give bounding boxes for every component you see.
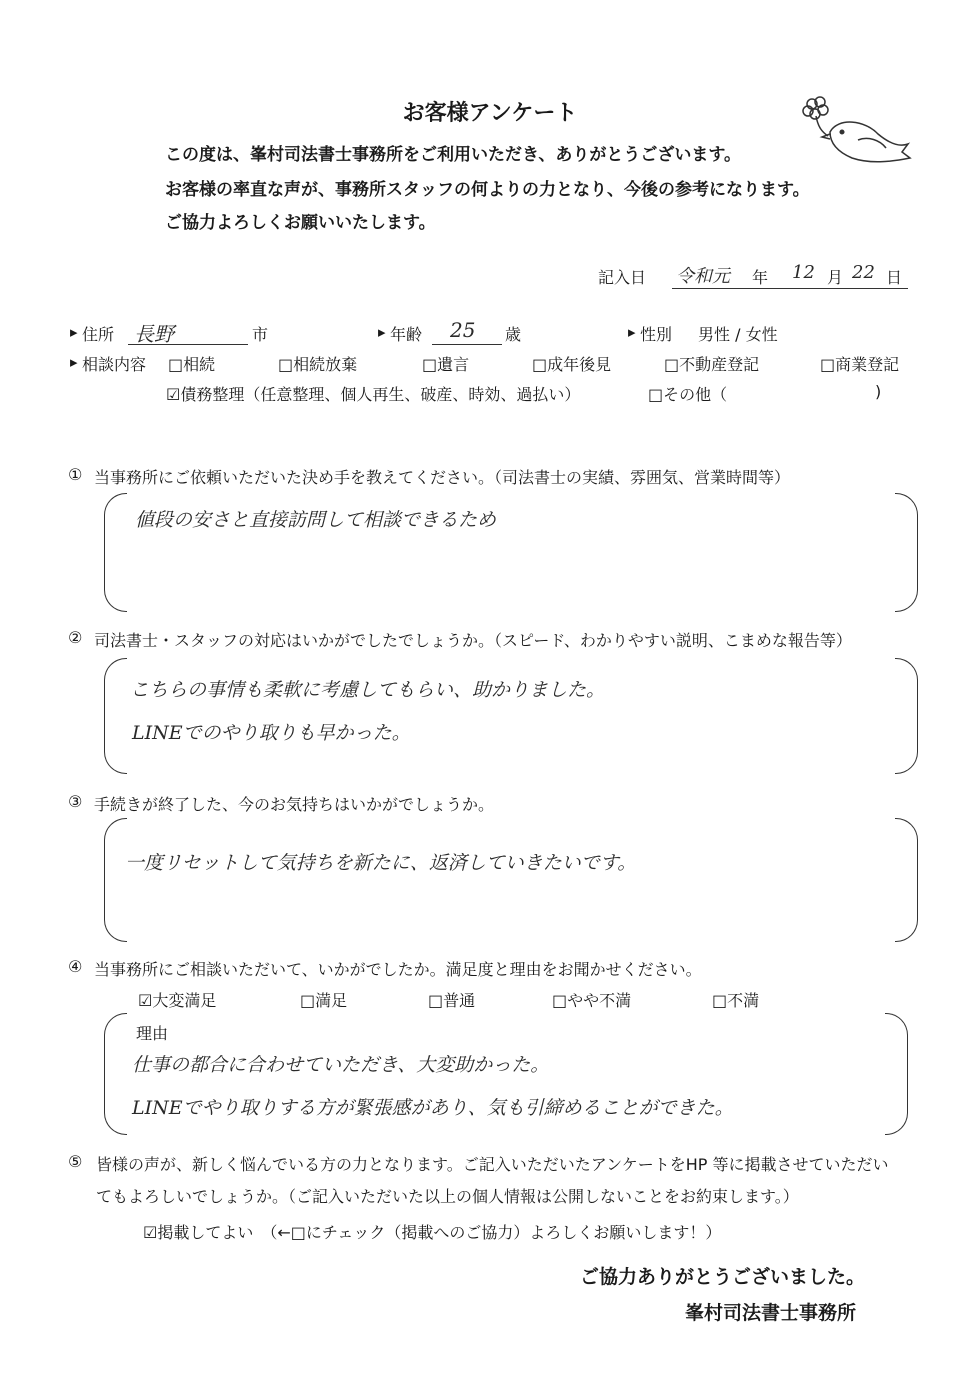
age-unit: 歳 — [505, 325, 522, 344]
consultation-other-close: ) — [875, 382, 882, 401]
date-day-unit: 日 — [886, 268, 903, 287]
consultation-option-other[interactable]: □その他（ — [648, 385, 728, 404]
rating-satisfied[interactable]: □満足 — [300, 991, 348, 1010]
address-value: 長野 — [134, 322, 174, 346]
address-label: 住所 — [82, 325, 115, 344]
q5-consent-checkbox[interactable]: ☑掲載してよい （←□にチェック（掲載へのご協力）よろしくお願いします！） — [143, 1223, 722, 1242]
intro-line-1: この度は、峯村司法書士事務所をご利用いただき、ありがとうございます。 — [165, 145, 741, 165]
q2-text: 司法書士・スタッフの対応はいかがでしたでしょうか。（スピード、わかりやすい説明、こまめな報告等） — [94, 631, 852, 650]
footer-thanks: ご協力ありがとうございました。 — [580, 1266, 866, 1288]
q4-answer-line-2: LINEでやり取りする方が緊張感があり、気も引締めることができた。 — [132, 1097, 734, 1119]
consultation-option-inheritance[interactable]: □相続 — [168, 355, 216, 374]
consultation-option-renunciation[interactable]: □相続放棄 — [278, 355, 358, 374]
date-month: 12 — [792, 262, 815, 283]
q3-answer-line-1: 一度リセットして気持ちを新たに、返済していきたいです。 — [125, 852, 637, 874]
date-day: 22 — [852, 262, 875, 283]
gender-options: 男性 / 女性 — [698, 325, 778, 344]
q4-reason-label: 理由 — [136, 1024, 169, 1043]
q1-text: 当事務所にご依頼いただいた決め手を教えてください。（司法書士の実績、雰囲気、営業時間等） — [94, 468, 791, 487]
page-title: お客様アンケート — [402, 101, 578, 126]
gender-label: 性別 — [640, 325, 673, 344]
address-bullet: ▸ — [70, 323, 78, 341]
q2-answer-line-2: LINEでのやり取りも早かった。 — [132, 722, 411, 744]
q4-answer-line-1: 仕事の都合に合わせていただき、大変助かった。 — [132, 1054, 550, 1076]
date-era: 令和元 — [676, 266, 730, 287]
age-bullet: ▸ — [378, 323, 386, 341]
intro-line-2: お客様の率直な声が、事務所スタッフの何よりの力となり、今後の参考になります。 — [165, 180, 810, 200]
q5-number: ⑤ — [68, 1152, 83, 1171]
q4-text: 当事務所にご相談いただいて、いかがでしたか。満足度と理由をお聞かせください。 — [94, 960, 702, 979]
consultation-label: 相談内容 — [82, 355, 147, 374]
rating-neutral[interactable]: □普通 — [428, 991, 476, 1010]
address-field — [128, 318, 248, 345]
q1-number: ① — [68, 465, 83, 484]
q5-line-1: 皆様の声が、新しく悩んでいる方の力となります。ご記入いただいたアンケートをHP 等に掲載させていただい — [96, 1155, 889, 1174]
q3-number: ③ — [68, 792, 83, 811]
rating-very-satisfied[interactable]: ☑大変満足 — [138, 991, 217, 1010]
q1-answer-line-1: 値段の安さと直接訪問して相談できるため — [135, 509, 497, 531]
q4-number: ④ — [68, 957, 83, 976]
bird-flower-icon — [790, 92, 915, 172]
q5-line-2: てもよろしいでしょうか。（ご記入いただいた以上の個人情報は公開しないことをお約束します。） — [96, 1187, 799, 1206]
q2-number: ② — [68, 628, 83, 647]
date-year-unit: 年 — [752, 268, 769, 287]
date-field — [672, 262, 908, 289]
rating-dissatisfied[interactable]: □不満 — [712, 991, 760, 1010]
age-field — [432, 318, 502, 345]
consultation-option-real-estate[interactable]: □不動産登記 — [664, 355, 760, 374]
consultation-option-commercial[interactable]: □商業登記 — [820, 355, 900, 374]
q3-answer-box — [106, 820, 916, 940]
rating-somewhat-dissatisfied[interactable]: □やや不満 — [552, 991, 632, 1010]
gender-bullet: ▸ — [628, 323, 636, 341]
date-label: 記入日 — [598, 268, 647, 287]
date-month-unit: 月 — [827, 268, 844, 287]
q2-answer-line-1: こちらの事情も柔軟に考慮してもらい、助かりました。 — [130, 679, 606, 701]
consultation-option-will[interactable]: □遺言 — [422, 355, 470, 374]
consultation-option-debt[interactable]: ☑債務整理（任意整理、個人再生、破産、時効、過払い） — [166, 385, 581, 404]
q3-text: 手続きが終了した、今のお気持ちはいかがでしょうか。 — [94, 795, 495, 814]
address-unit: 市 — [252, 325, 269, 344]
intro-line-3: ご協力よろしくお願いいたします。 — [165, 213, 436, 233]
consultation-option-guardianship[interactable]: □成年後見 — [532, 355, 612, 374]
age-label: 年齢 — [390, 325, 423, 344]
footer-office: 峯村司法書士事務所 — [685, 1302, 857, 1324]
age-value: 25 — [450, 318, 476, 342]
consultation-bullet: ▸ — [70, 353, 78, 371]
